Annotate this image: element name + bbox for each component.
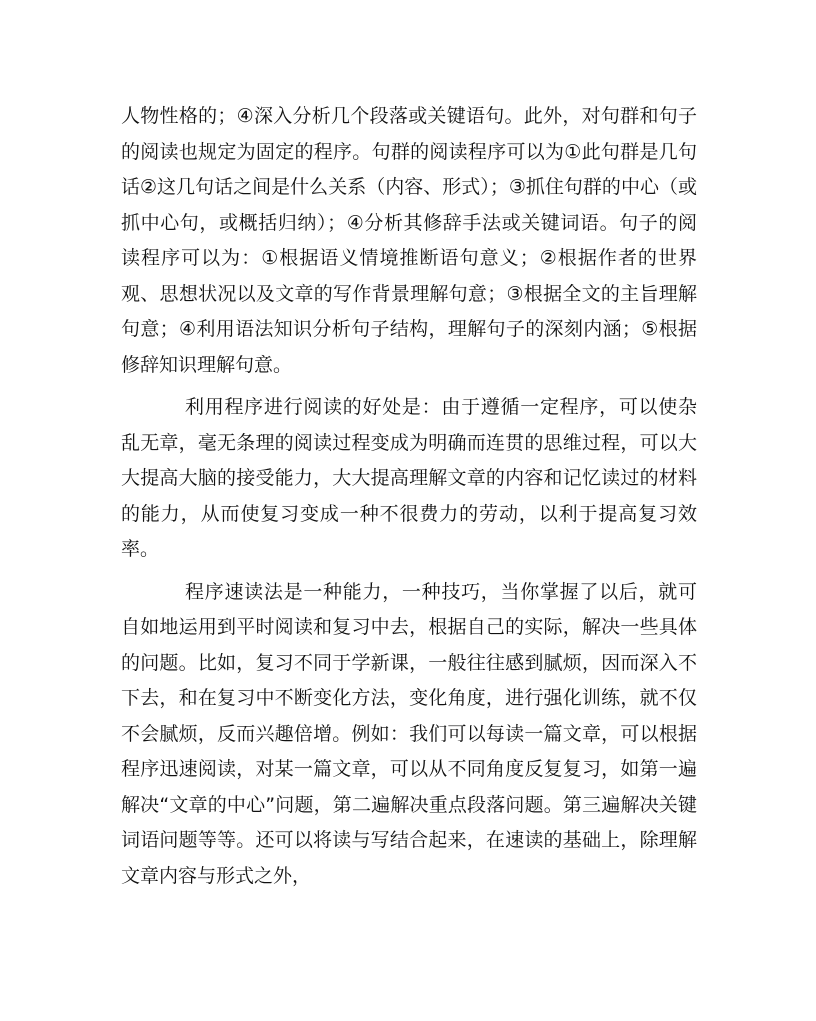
paragraph-continued: 人物性格的；④深入分析几个段落或关键语句。此外，对句群和句子的阅读也规定为固定的程序。句群的阅读程序可以为①此句群是几句话②这几句话之间是什么关系（内容、形式）；③抓住句群的中心（或抓中心句，或概括归纳）；④分析其修辞手法或关键词语。句子的阅读程序可以为：①根据语义情境推断语句意义；②根据作者的世界观、思想状况以及文章的写作背景理解句意；③根据全文的主旨理解句意；④利用语法知识分析句子结构，理解句子的深刻内涵；⑤根据修辞知识理解句意。 — [121, 105, 697, 376]
paragraph-benefits: 利用程序进行阅读的好处是：由于遵循一定程序，可以使杂乱无章，毫无条理的阅读过程变成为明确而连贯的思维过程，可以大大提高大脑的接受能力，大大提高理解文章的内容和记忆读过的材料的能力，从而使复习变成一种不很费力的劳动，以利于提高复习效率。 — [121, 396, 697, 560]
document-body — [121, 99, 697, 901]
paragraph-speed-reading: 程序速读法是一种能力，一种技巧，当你掌握了以后，就可自如地运用到平时阅读和复习中去，根据自己的实际，解决一些具体的问题。比如，复习不同于学新课，一般往往感到腻烦，因而深入不下去，和在复习中不断变化方法，变化角度，进行强化训练，就不仅不会腻烦，反而兴趣倍增。例如：我们可以每读一篇文章，可以根据程序迅速阅读，对某一篇文章，可以从不同角度反复复习，如第一遍解决“文章的中心”问题，第二遍解决重点段落问题。第三遍解决关键词语问题等等。还可以将读与写结合起来，在速读的基础上，除理解文章内容与形式之外， — [121, 580, 697, 887]
